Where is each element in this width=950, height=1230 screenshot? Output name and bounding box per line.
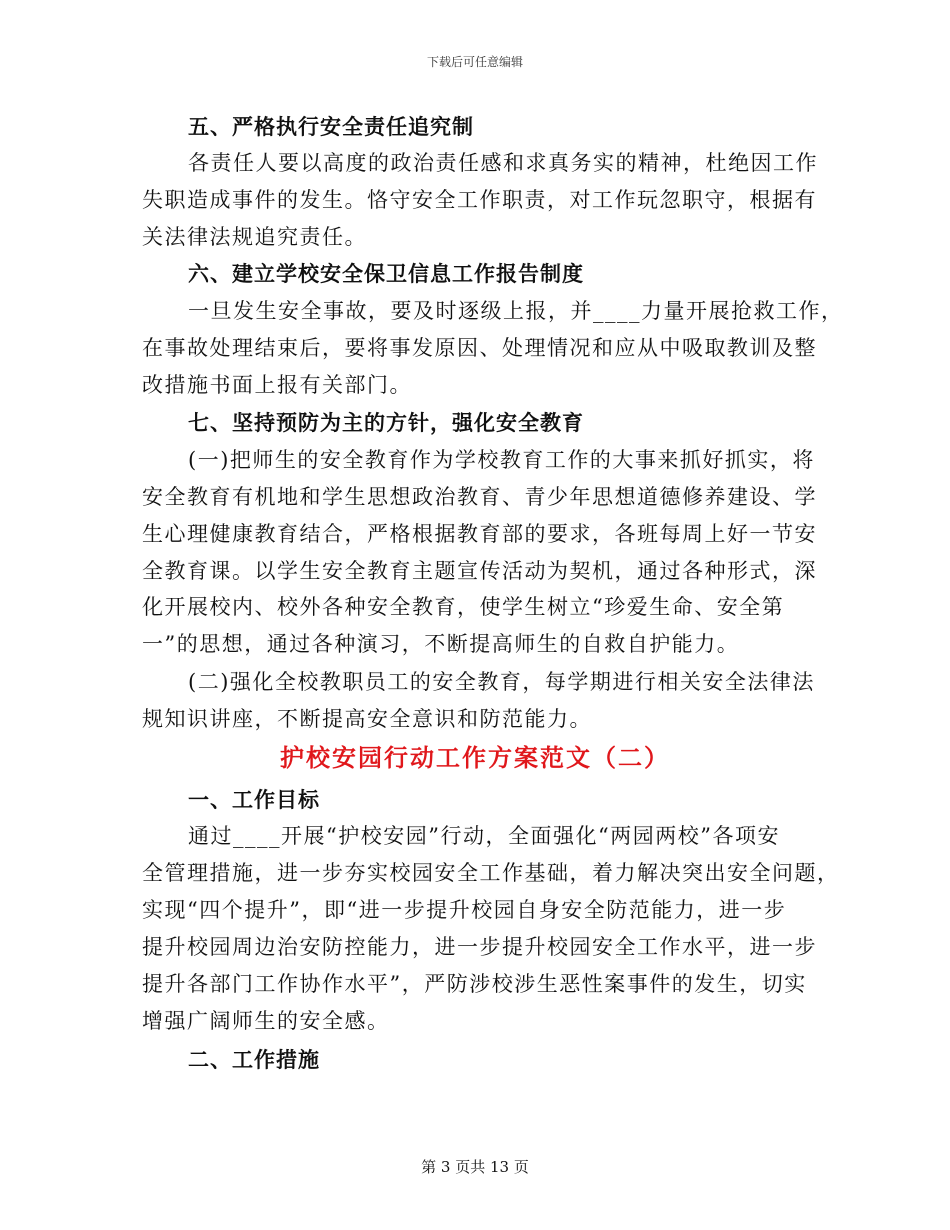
paragraph-line: 安全教育有机地和学生思想政治教育、青少年思想道德修养建设、学 xyxy=(142,485,817,509)
paragraph-line: 一”的思想，通过各种演习，不断提高师生的自救自护能力。 xyxy=(142,632,740,656)
paragraph-line: 通过____开展“护校安园”行动，全面强化“两园两校”各项安 xyxy=(188,824,780,848)
paragraph-line: 各责任人要以高度的政治责任感和求真务实的精神，杜绝因工作 xyxy=(188,151,818,175)
paragraph-line: 全教育课。以学生安全教育主题宣传活动为契机，通过各种形式，深 xyxy=(142,559,817,583)
paragraph-line: 改措施书面上报有关部门。 xyxy=(142,373,412,397)
section-heading-5: 五、严格执行安全责任追究制 xyxy=(188,115,474,139)
paragraph-line: 实现“四个提升”，即“进一步提升校园自身安全防范能力，进一步 xyxy=(142,898,787,922)
paragraph-line: 提升校园周边治安防控能力，进一步提升校园安全工作水平，进一步 xyxy=(142,935,817,959)
paragraph-line: 规知识讲座，不断提高安全意识和防范能力。 xyxy=(142,707,592,731)
paragraph-line: 提升各部门工作协作水平”，严防涉校涉生恶性案事件的发生，切实 xyxy=(142,972,807,996)
paragraph-line: 增强广阔师生的安全感。 xyxy=(142,1009,390,1033)
section-heading-measures: 二、工作措施 xyxy=(188,1048,320,1072)
paragraph-line: (一)把师生的安全教育作为学校教育工作的大事来抓好抓实，将 xyxy=(188,448,815,472)
section-heading-6: 六、建立学校安全保卫信息工作报告制度 xyxy=(188,262,584,286)
paragraph-line: (二)强化全校教职员工的安全教育，每学期进行相关安全法律法 xyxy=(188,670,815,694)
paragraph-line: 在事故处理结束后，要将事发原因、处理情况和应从中吸取教训及整 xyxy=(142,336,817,360)
paragraph-line: 化开展校内、校外各种安全教育，使学生树立“珍爱生命、安全第 xyxy=(142,595,785,619)
section-heading-7: 七、坚持预防为主的方针，强化安全教育 xyxy=(188,411,584,435)
page-header-note: 下载后可任意编辑 xyxy=(426,55,523,69)
page-footer-indicator: 第 3 页共 13 页 xyxy=(421,1158,529,1176)
document-title: 护校安园行动工作方案范文（二） xyxy=(280,744,670,772)
section-heading-goal: 一、工作目标 xyxy=(188,788,320,812)
paragraph-line: 全管理措施，进一步夯实校园安全工作基础，着力解决突出安全问题， xyxy=(142,861,840,885)
paragraph-line: 失职造成事件的发生。恪守安全工作职责，对工作玩忽职守，根据有 xyxy=(142,188,817,212)
paragraph-line: 生心理健康教育结合，严格根据教育部的要求，各班每周上好一节安 xyxy=(142,522,817,546)
paragraph-line: 关法律法规追究责任。 xyxy=(142,225,367,249)
paragraph-line: 一旦发生安全事故，要及时逐级上报，并____力量开展抢救工作， xyxy=(188,299,844,323)
